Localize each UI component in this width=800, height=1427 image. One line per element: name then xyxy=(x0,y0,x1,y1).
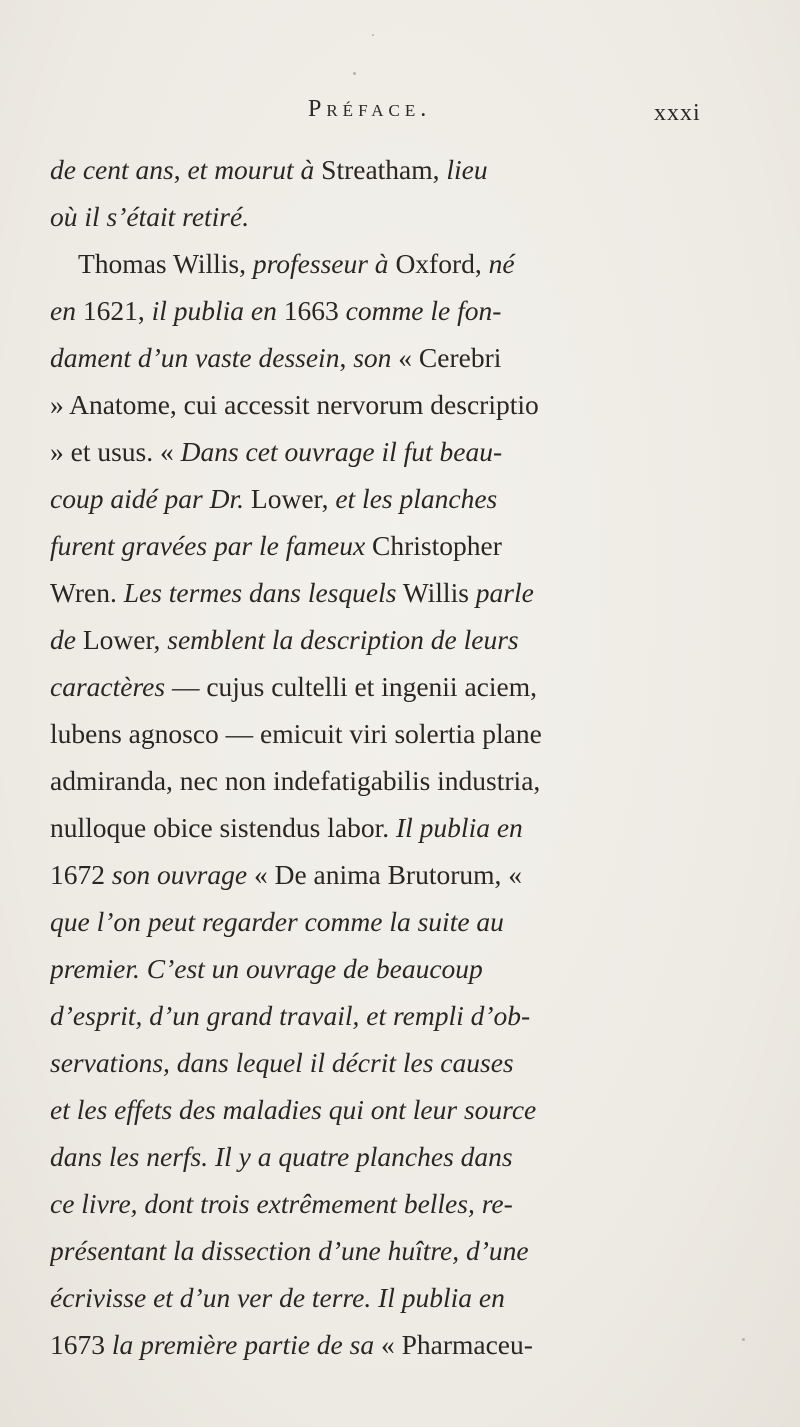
roman-text: Wren. xyxy=(50,577,124,608)
text-line xyxy=(50,287,740,334)
italic-text: son xyxy=(353,342,392,373)
text-line xyxy=(50,945,740,992)
text-line xyxy=(50,146,740,193)
text-line xyxy=(50,569,740,616)
italic-text: Dans cet ouvrage il fut beau- xyxy=(180,436,503,467)
italic-text: premier. C’est un ouvrage de beaucoup xyxy=(50,953,483,984)
italic-text: lieu xyxy=(446,154,488,185)
text-line xyxy=(50,522,740,569)
paper-speck xyxy=(372,34,374,36)
body-text xyxy=(50,146,740,1368)
roman-text: 1673 xyxy=(50,1329,112,1360)
roman-text: admiranda, nec non indefatigabilis industria, xyxy=(50,765,541,796)
roman-text: Lower, xyxy=(75,624,168,655)
roman-text: » Anatome, cui accessit nervorum descriptio xyxy=(50,389,539,420)
text-line xyxy=(50,851,740,898)
italic-text: de cent ans xyxy=(50,154,174,185)
roman-text: « Pharmaceu- xyxy=(374,1329,533,1360)
text-line xyxy=(50,1039,740,1086)
italic-text: coup aidé par Dr. xyxy=(50,483,245,514)
roman-text: nulloque obice sistendus labor. xyxy=(50,812,396,843)
italic-text: de xyxy=(50,624,76,655)
text-line xyxy=(50,475,740,522)
text-line xyxy=(50,710,740,757)
text-line xyxy=(50,757,740,804)
text-line xyxy=(50,663,740,710)
text-line xyxy=(50,992,740,1039)
italic-text: Il publia en xyxy=(396,812,523,843)
italic-text: que l’on peut regarder comme la suite au xyxy=(50,906,504,937)
italic-text: ce livre, dont trois extrêmement belles, re- xyxy=(50,1188,513,1219)
page-number: xxxi xyxy=(654,100,701,126)
italic-text: servations, dans lequel il décrit les causes xyxy=(50,1047,514,1078)
running-head xyxy=(0,96,800,136)
italic-text: parle xyxy=(475,577,534,608)
roman-text: « De anima Brutorum, « xyxy=(247,859,523,890)
italic-text: d’esprit, d’un grand travail, et rempli d’ob- xyxy=(50,1000,531,1031)
italic-text: écrivisse et d’un ver de terre. Il publia en xyxy=(50,1282,505,1313)
italic-text: et mourut à xyxy=(187,154,315,185)
italic-text: présentant la dissection d’une huître, d’une xyxy=(50,1235,529,1266)
text-line xyxy=(50,1321,740,1368)
roman-text: 1663 xyxy=(276,295,346,326)
text-line xyxy=(50,240,740,287)
italic-text: où il s’était retiré. xyxy=(50,201,250,232)
italic-text: il publia en xyxy=(151,295,277,326)
paper-speck xyxy=(353,72,356,75)
text-line xyxy=(50,428,740,475)
italic-text: professeur à xyxy=(252,248,389,279)
roman-text: Willis xyxy=(396,577,476,608)
text-line xyxy=(50,1227,740,1274)
italic-text: Les termes dans lesquels xyxy=(123,577,397,608)
text-line xyxy=(50,1180,740,1227)
text-line xyxy=(50,381,740,428)
text-line xyxy=(50,334,740,381)
italic-text: comme le fon- xyxy=(345,295,502,326)
roman-text: Oxford, xyxy=(388,248,489,279)
text-line xyxy=(50,1086,740,1133)
roman-text: Streatham, xyxy=(314,154,447,185)
italic-text: semblent la description de leurs xyxy=(167,624,519,655)
roman-text: — cujus cultelli et ingenii aciem, xyxy=(165,671,537,702)
italic-text: son ouvrage xyxy=(111,859,248,890)
roman-text: 1621, xyxy=(75,295,152,326)
italic-text: dans les nerfs. Il y a quatre planches dans xyxy=(50,1141,513,1172)
roman-text: lubens agnosco — emicuit viri solertia plane xyxy=(50,718,542,749)
roman-text: Christopher xyxy=(365,530,502,561)
italic-text: caractères xyxy=(50,671,166,702)
text-line xyxy=(50,193,740,240)
italic-text: dament d’un vaste dessein xyxy=(50,342,340,373)
text-line xyxy=(50,1133,740,1180)
paper-speck xyxy=(742,1338,745,1341)
text-line xyxy=(50,1274,740,1321)
roman-text: , xyxy=(173,154,188,185)
roman-text: Thomas Willis, xyxy=(78,248,253,279)
italic-text: né xyxy=(488,248,515,279)
roman-text: « Cerebri xyxy=(391,342,502,373)
italic-text: en xyxy=(50,295,76,326)
text-line xyxy=(50,616,740,663)
roman-text: Lower, xyxy=(244,483,336,514)
roman-text: 1672 xyxy=(50,859,112,890)
running-head-title: Préface. xyxy=(308,96,432,122)
roman-text: » et usus. « xyxy=(50,436,181,467)
roman-text: , xyxy=(339,342,354,373)
italic-text: la première partie de sa xyxy=(111,1329,375,1360)
italic-text: furent gravées par le fameux xyxy=(50,530,366,561)
text-line xyxy=(50,804,740,851)
italic-text: et les effets des maladies qui ont leur source xyxy=(50,1094,537,1125)
text-line xyxy=(50,898,740,945)
italic-text: et les planches xyxy=(335,483,498,514)
